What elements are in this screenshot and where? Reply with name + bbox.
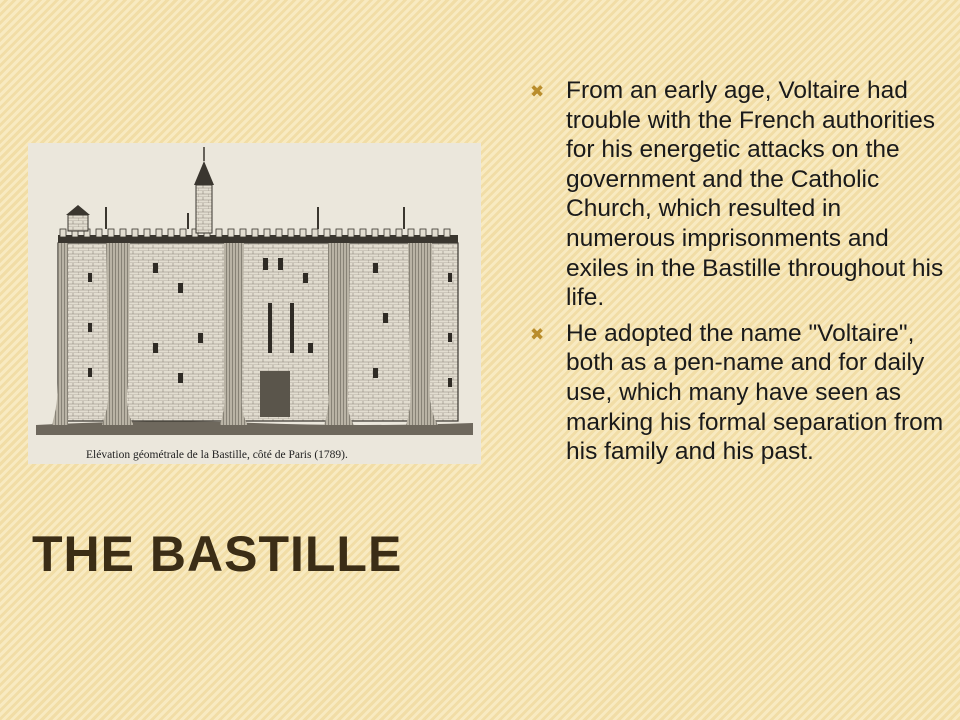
slide-title: THE BASTILLE [32,526,403,582]
x-bullet-icon: ✖ [530,324,545,344]
bullet-item [530,76,945,313]
bullet-item [530,319,945,467]
bullet-text: He adopted the name "Voltaire", both as a pen-name and for daily use, which many have seen as marking his formal separation from his family and his past. [566,319,944,466]
bullet-text: From an early age, Voltaire had trouble with the French authorities for his energetic attacks on the government and the Catholic Church, which resulted in numerous imprisonments and exiles in the Bastille throughout his life. [566,77,944,312]
bastille-engraving [28,143,481,464]
bastille-illustration [28,143,481,464]
x-bullet-icon: ✖ [530,82,545,101]
bullet-list [530,76,945,473]
illustration-caption: Elévation géométrale de la Bastille, côté de Paris (1789). [86,449,348,461]
